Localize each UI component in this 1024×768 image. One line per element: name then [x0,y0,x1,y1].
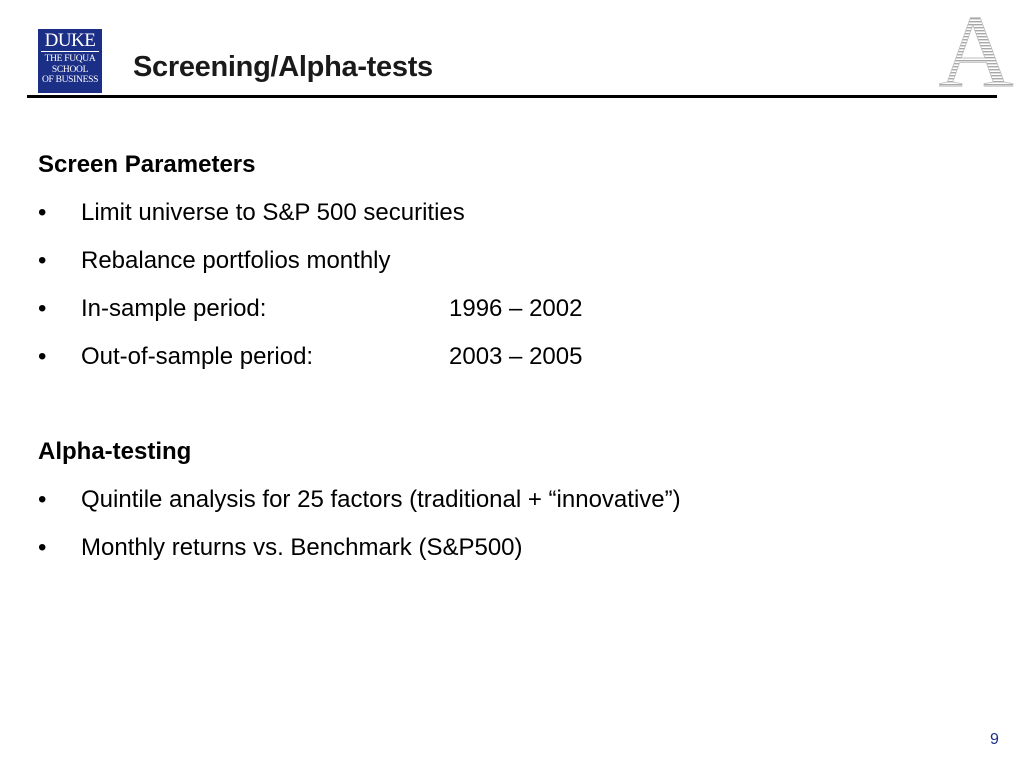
list-item-text: Monthly returns vs. Benchmark (S&P500) [81,534,523,561]
bullet-icon: • [38,343,47,370]
page-number: 9 [990,731,999,748]
list-item-text: Limit universe to S&P 500 securities [81,199,465,226]
bullet-icon: • [38,247,47,274]
bullet-icon: • [38,295,47,322]
section-heading-screen-parameters: Screen Parameters [38,151,256,178]
logo-line-3: SCHOOL [51,64,89,75]
list-item-value: 1996 – 2002 [449,295,583,322]
logo-duke-text: DUKE [41,31,99,52]
list-item-text: In-sample period: [81,295,267,322]
bullet-icon: • [38,199,47,226]
section-heading-alpha-testing: Alpha-testing [38,438,192,465]
list-item-value: 2003 – 2005 [449,343,583,370]
title-divider [27,95,997,98]
letter-a-watermark-icon [930,0,1022,94]
logo-line-2: THE FUQUA [44,54,96,64]
list-item-text: Quintile analysis for 25 factors (traditional + “innovative”) [81,486,681,513]
list-item-text: Out-of-sample period: [81,343,314,370]
list-item-text: Rebalance portfolios monthly [81,247,391,274]
duke-fuqua-logo [38,29,102,93]
logo-line-4: OF BUSINESS [41,75,99,85]
bullet-icon: • [38,534,47,561]
slide-title: Screening/Alpha-tests [133,51,433,83]
bullet-icon: • [38,486,47,513]
watermark-letter: A [938,0,1014,94]
